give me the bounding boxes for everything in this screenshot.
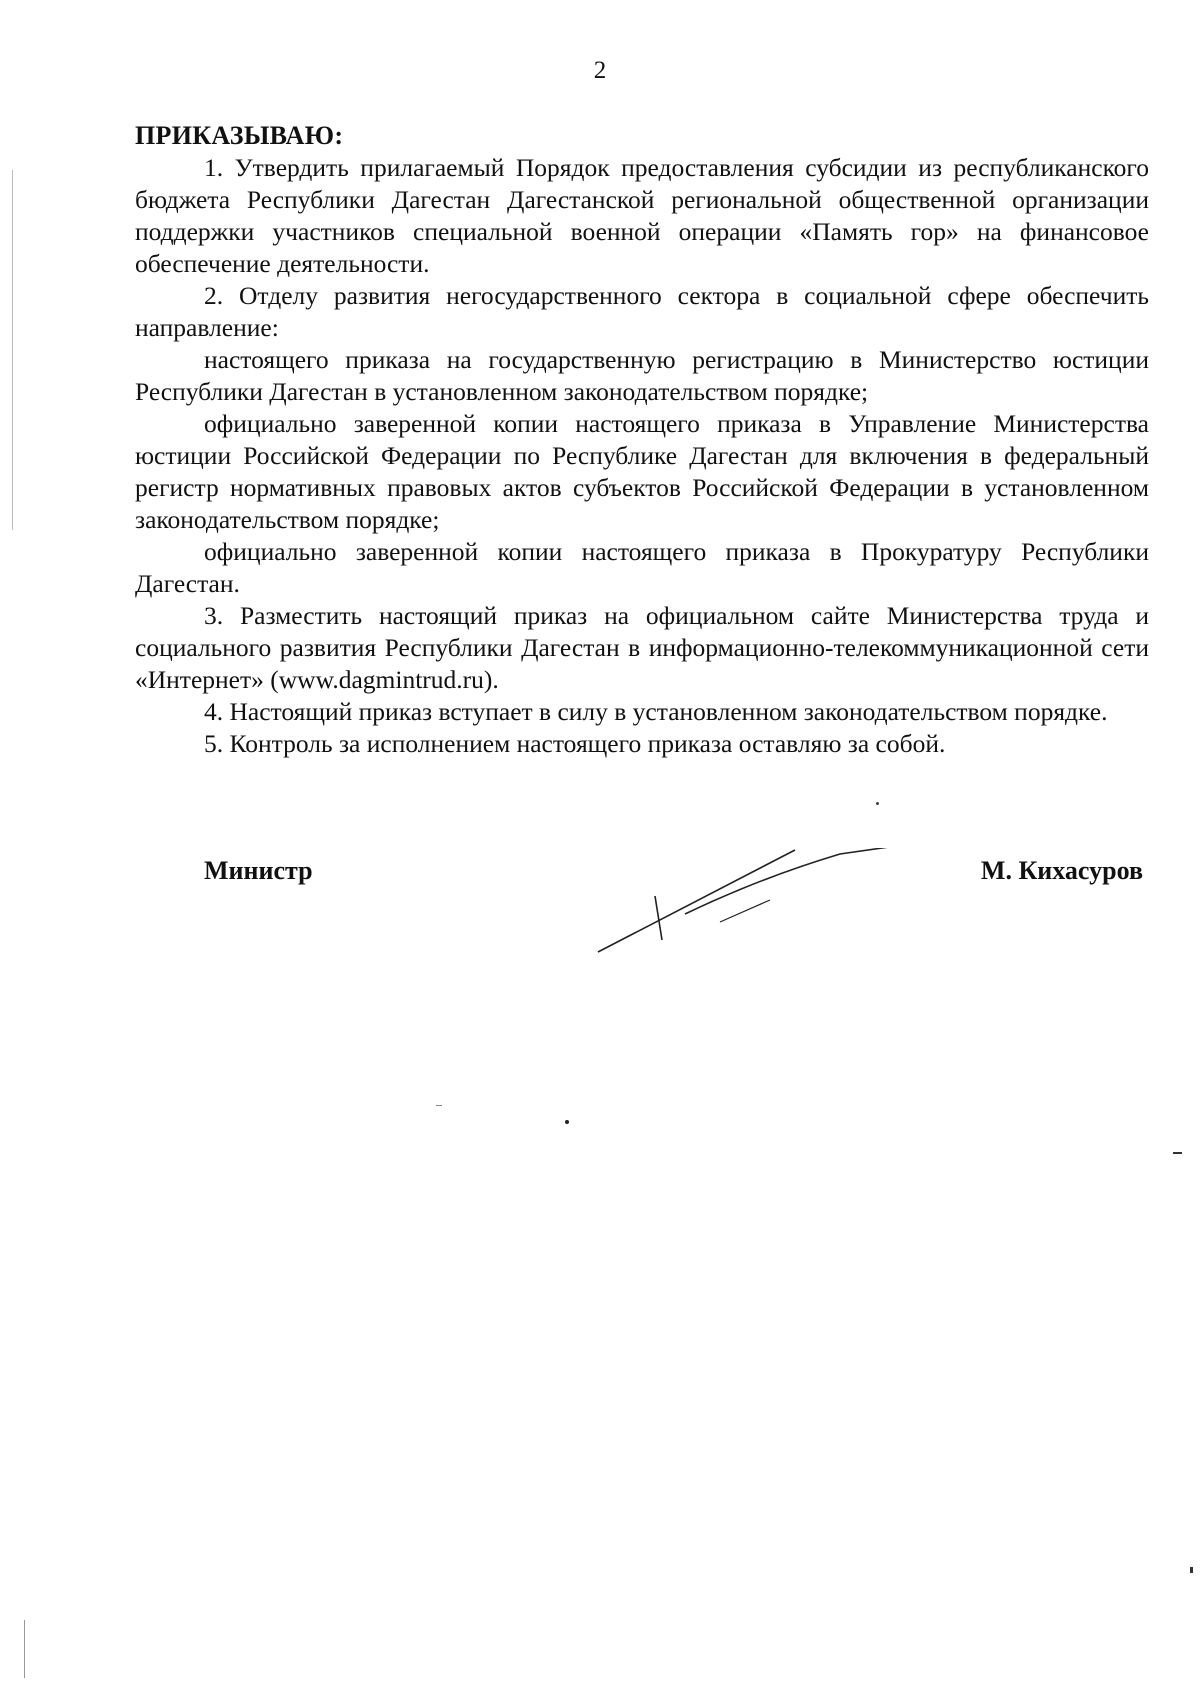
order-item-2-subitem-prosecutor-copy: официально заверенной копии настоящего приказа в Прокуратуру Республики Дагестан. bbox=[135, 537, 1149, 598]
handwritten-signature bbox=[590, 848, 910, 958]
order-item-2: 2. Отделу развития негосударственного сектора в социальной сфере обеспечить направление: bbox=[135, 281, 1149, 342]
order-heading: ПРИКАЗЫВАЮ: bbox=[135, 121, 344, 150]
order-item-3: 3. Разместить настоящий приказ на официальном сайте Министерства труда и социального развития Республики Дагестан в информационно-телекоммуникационной сети «Интернет» (www.dagmintrud.ru). bbox=[135, 601, 1149, 694]
signatory-title: Министр bbox=[204, 856, 313, 885]
order-body bbox=[135, 120, 1149, 760]
order-item-1: 1. Утвердить прилагаемый Порядок предоставления субсидии из республиканского бюджета Республики Дагестан Дагестанской региональной общественной организации поддержки участников специальной военной операции «Память гор» на финансовое обеспечение деятельности. bbox=[135, 153, 1149, 278]
order-item-4: 4. Настоящий приказ вступает в силу в установленном законодательством порядке. bbox=[204, 697, 1108, 726]
page-number: 2 bbox=[593, 57, 607, 84]
order-item-5: 5. Контроль за исполнением настоящего приказа оставляю за собой. bbox=[204, 729, 946, 758]
scan-speck bbox=[436, 1105, 442, 1106]
scan-margin-line bbox=[12, 170, 13, 530]
signatory-name: М. Кихасуров bbox=[980, 856, 1143, 885]
scan-speck bbox=[1190, 1567, 1193, 1573]
order-item-2-subitem-registration: настоящего приказа на государственную регистрацию в Министерство юстиции Республики Дагестан в установленном законодательством порядке; bbox=[135, 345, 1149, 406]
scan-margin-line-bottom bbox=[24, 1620, 25, 1678]
scan-speck bbox=[565, 1120, 569, 1124]
signature-block bbox=[0, 848, 1200, 988]
scan-speck bbox=[876, 802, 879, 805]
order-item-2-subitem-ministry-copy: официально заверенной копии настоящего приказа в Управление Министерства юстиции Российской Федерации по Республике Дагестан для включения в федеральный регистр нормативных правовых актов субъектов Российской Федерации в установленном законодательством порядке; bbox=[135, 409, 1149, 534]
scan-speck bbox=[1173, 1152, 1182, 1154]
